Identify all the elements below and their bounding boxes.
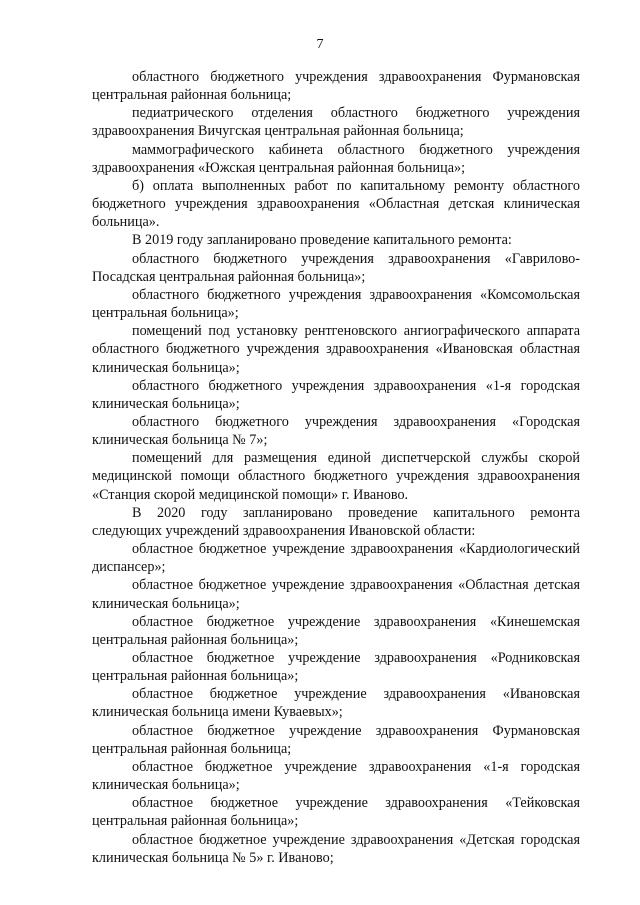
paragraph: областного бюджетного учреждения здравоохранения «Гаврилово-Посадская центральная районная больница»; — [92, 250, 580, 285]
paragraph: областное бюджетное учреждение здравоохранения «Кардиологический диспансер»; — [92, 541, 580, 576]
paragraph: областного бюджетного учреждения здравоохранения «1-я городская клиническая больница»; — [92, 377, 580, 412]
paragraph: областное бюджетное учреждение здравоохранения «Родниковская центральная районная больница»; — [92, 650, 580, 685]
paragraph: педиатрического отделения областного бюджетного учреждения здравоохранения Вичугская центральная районная больница; — [92, 105, 580, 140]
paragraph: помещений под установку рентгеновского ангиографического аппарата областного бюджетного учреждения здравоохранения «Ивановская областная клиническая больница»; — [92, 323, 580, 376]
paragraph: областное бюджетное учреждение здравоохранения «Ивановская клиническая больница имени Куваевых»; — [92, 686, 580, 721]
paragraph: областное бюджетное учреждение здравоохранения «Кинешемская центральная районная больница»; — [92, 613, 580, 648]
paragraph: областного бюджетного учреждения здравоохранения Фурмановская центральная районная больница; — [92, 69, 580, 104]
paragraph: областного бюджетного учреждения здравоохранения «Комсомольская центральная больница»; — [92, 286, 580, 322]
document-body — [92, 68, 580, 867]
paragraph: областное бюджетное учреждение здравоохранения «1-я городская клиническая больница»; — [92, 758, 580, 794]
paragraph: областное бюджетное учреждение здравоохранения «Областная детская клиническая больница»; — [92, 577, 580, 612]
paragraph: б) оплата выполненных работ по капитальному ремонту областного бюджетного учреждения здравоохранения «Областная детская клиническая больница». — [92, 177, 580, 231]
paragraph: В 2020 году запланировано проведение капитального ремонта следующих учреждений здравоохранения Ивановской области: — [92, 504, 580, 539]
paragraph: В 2019 году запланировано проведение капитального ремонта: — [132, 232, 512, 249]
paragraph: помещений для размещения единой диспетчерской службы скорой медицинской помощи областного бюджетного учреждения здравоохранения «Станция скорой медицинской помощи» г. Иваново. — [92, 450, 580, 503]
paragraph: областное бюджетное учреждение здравоохранения «Детская городская клиническая больница № 5» г. Иваново; — [92, 831, 580, 866]
paragraph: областного бюджетного учреждения здравоохранения «Городская клиническая больница № 7»; — [92, 413, 580, 449]
paragraph: областное бюджетное учреждение здравоохранения Фурмановская центральная районная больница; — [92, 722, 580, 757]
paragraph: областное бюджетное учреждение здравоохранения «Тейковская центральная районная больница»; — [92, 795, 580, 830]
paragraph: маммографического кабинета областного бюджетного учреждения здравоохранения «Южская центральная районная больница»; — [92, 141, 580, 176]
page-number: 7 — [316, 37, 324, 52]
